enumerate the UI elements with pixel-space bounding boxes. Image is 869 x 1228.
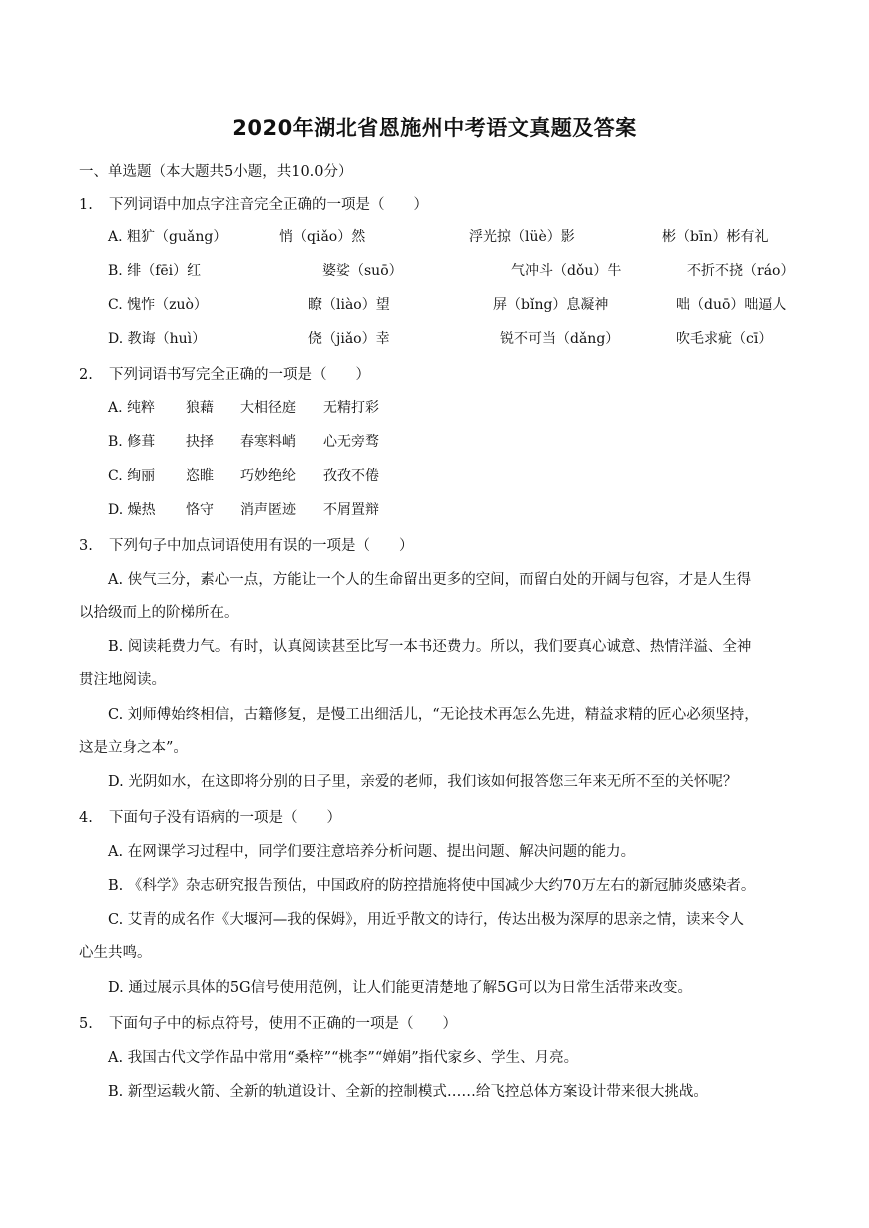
- page-title: 2020年湖北省恩施州中考语文真题及答案: [232, 116, 637, 140]
- q1-option-c-4: 咄（duō）咄逼人: [676, 297, 787, 313]
- q4-option-b: B. 《科学》杂志研究报告预估，中国政府的防控措施将使中国减少大约70万左右的新冠肺炎感染者。: [108, 878, 756, 894]
- q4-option-a: A. 在网课学习过程中，同学们要注意培养分析问题、提出问题、解决问题的能力。: [108, 844, 636, 860]
- q2-option-b-1: B. 修葺: [108, 434, 156, 450]
- q4-option-d: D. 通过展示具体的5G信号使用范例，让人们能更清楚地了解5G可以为日常生活带来改变。: [108, 980, 692, 996]
- q2-option-a-1: A. 纯粹: [108, 400, 156, 416]
- question-number: 3.: [79, 538, 93, 554]
- q2-option-a-3: 大相径庭: [240, 400, 296, 416]
- question-2: [79, 363, 370, 384]
- question-stem: 下面句子没有语病的一项是（ ）: [109, 810, 341, 826]
- q3-option-a: A. 侠气三分，素心一点，方能让一个人的生命留出更多的空间，而留白处的开阔与包容，才是人生得: [108, 572, 752, 588]
- q1-option-b-2: 婆娑（suō）: [322, 263, 403, 279]
- question-stem: 下列句子中加点词语使用有误的一项是（ ）: [109, 538, 414, 554]
- q1-option-d-3: 锐不可当（dǎng）: [500, 331, 620, 347]
- q1-option-d-2: 侥（jiǎo）幸: [308, 331, 390, 347]
- q2-option-d-2: 恪守: [186, 502, 214, 518]
- q1-option-c-1: C. 愧怍（zuò）: [108, 297, 208, 313]
- q5-option-b: B. 新型运载火箭、全新的轨道设计、全新的控制模式……给飞控总体方案设计带来很大挑战。: [108, 1084, 708, 1100]
- q3-option-a-cont: 以拾级而上的阶梯所在。: [79, 605, 239, 621]
- q1-option-c-2: 瞭（liào）望: [308, 297, 390, 313]
- q2-option-a-4: 无精打彩: [323, 400, 379, 416]
- q2-option-c-3: 巧妙绝纶: [240, 468, 296, 484]
- q1-option-a-4: 彬（bīn）彬有礼: [662, 229, 769, 245]
- q2-option-c-4: 孜孜不倦: [323, 468, 379, 484]
- q2-option-d-4: 不屑置辩: [323, 502, 379, 518]
- q1-option-b-1: B. 绯（fēi）红: [108, 263, 202, 279]
- q4-option-c: C. 艾青的成名作《大堰河—我的保姆》，用近乎散文的诗行，传达出极为深厚的思亲之情，读来令人: [108, 912, 745, 928]
- q5-option-a: A. 我国古代文学作品中常用“桑梓”“桃李”“婵娟”指代家乡、学生、月亮。: [108, 1050, 579, 1066]
- q3-option-c-cont: 这是立身之本”。: [79, 740, 188, 756]
- q2-option-d-3: 消声匿迹: [240, 502, 296, 518]
- q1-option-c-3: 屏（bǐng）息凝神: [493, 297, 609, 313]
- q2-option-d-1: D. 燥热: [108, 502, 156, 518]
- question-3: [79, 534, 414, 555]
- q2-option-b-2: 抉择: [186, 434, 214, 450]
- question-1: [79, 193, 428, 214]
- q3-option-d: D. 光阴如水，在这即将分别的日子里，亲爱的老师，我们该如何报答您三年来无所不至的关怀呢？: [108, 774, 738, 790]
- question-number: 1.: [79, 197, 93, 213]
- q1-option-a-2: 悄（qiǎo）然: [279, 229, 366, 245]
- question-number: 2.: [79, 367, 93, 383]
- q2-option-a-2: 狼藉: [186, 400, 214, 416]
- question-stem: 下列词语中加点字注音完全正确的一项是（ ）: [109, 197, 428, 213]
- q4-option-c-cont: 心生共鸣。: [79, 945, 152, 961]
- q1-option-d-1: D. 教诲（huì）: [108, 331, 207, 347]
- q1-option-b-4: 不折不挠（ráo）: [687, 263, 795, 279]
- section-heading: 一、单选题（本大题共5小题，共10.0分）: [79, 164, 353, 180]
- question-number: 4.: [79, 810, 93, 826]
- q3-option-c: C. 刘师傅始终相信，古籍修复，是慢工出细活儿，“无论技术再怎么先进，精益求精的匠心必须坚持，: [108, 707, 759, 723]
- question-stem: 下面句子中的标点符号，使用不正确的一项是（ ）: [109, 1016, 457, 1032]
- q3-option-b-cont: 贯注地阅读。: [79, 672, 166, 688]
- question-5: [79, 1012, 457, 1033]
- q1-option-a-1: A. 粗犷（guǎng）: [108, 229, 228, 245]
- q1-option-a-3: 浮光掠（lüè）影: [469, 229, 575, 245]
- question-stem: 下列词语书写完全正确的一项是（ ）: [109, 367, 370, 383]
- q2-option-b-3: 春寒料峭: [240, 434, 296, 450]
- q1-option-d-4: 吹毛求疵（cī）: [676, 331, 773, 347]
- q2-option-c-1: C. 绚丽: [108, 468, 156, 484]
- q3-option-b: B. 阅读耗费力气。有时，认真阅读甚至比写一本书还费力。所以，我们要真心诚意、热情洋溢、全神: [108, 639, 752, 655]
- question-number: 5.: [79, 1016, 93, 1032]
- q1-option-b-3: 气冲斗（dǒu）牛: [511, 263, 622, 279]
- q2-option-c-2: 恣睢: [186, 468, 214, 484]
- question-4: [79, 806, 341, 827]
- q2-option-b-4: 心无旁骛: [323, 434, 379, 450]
